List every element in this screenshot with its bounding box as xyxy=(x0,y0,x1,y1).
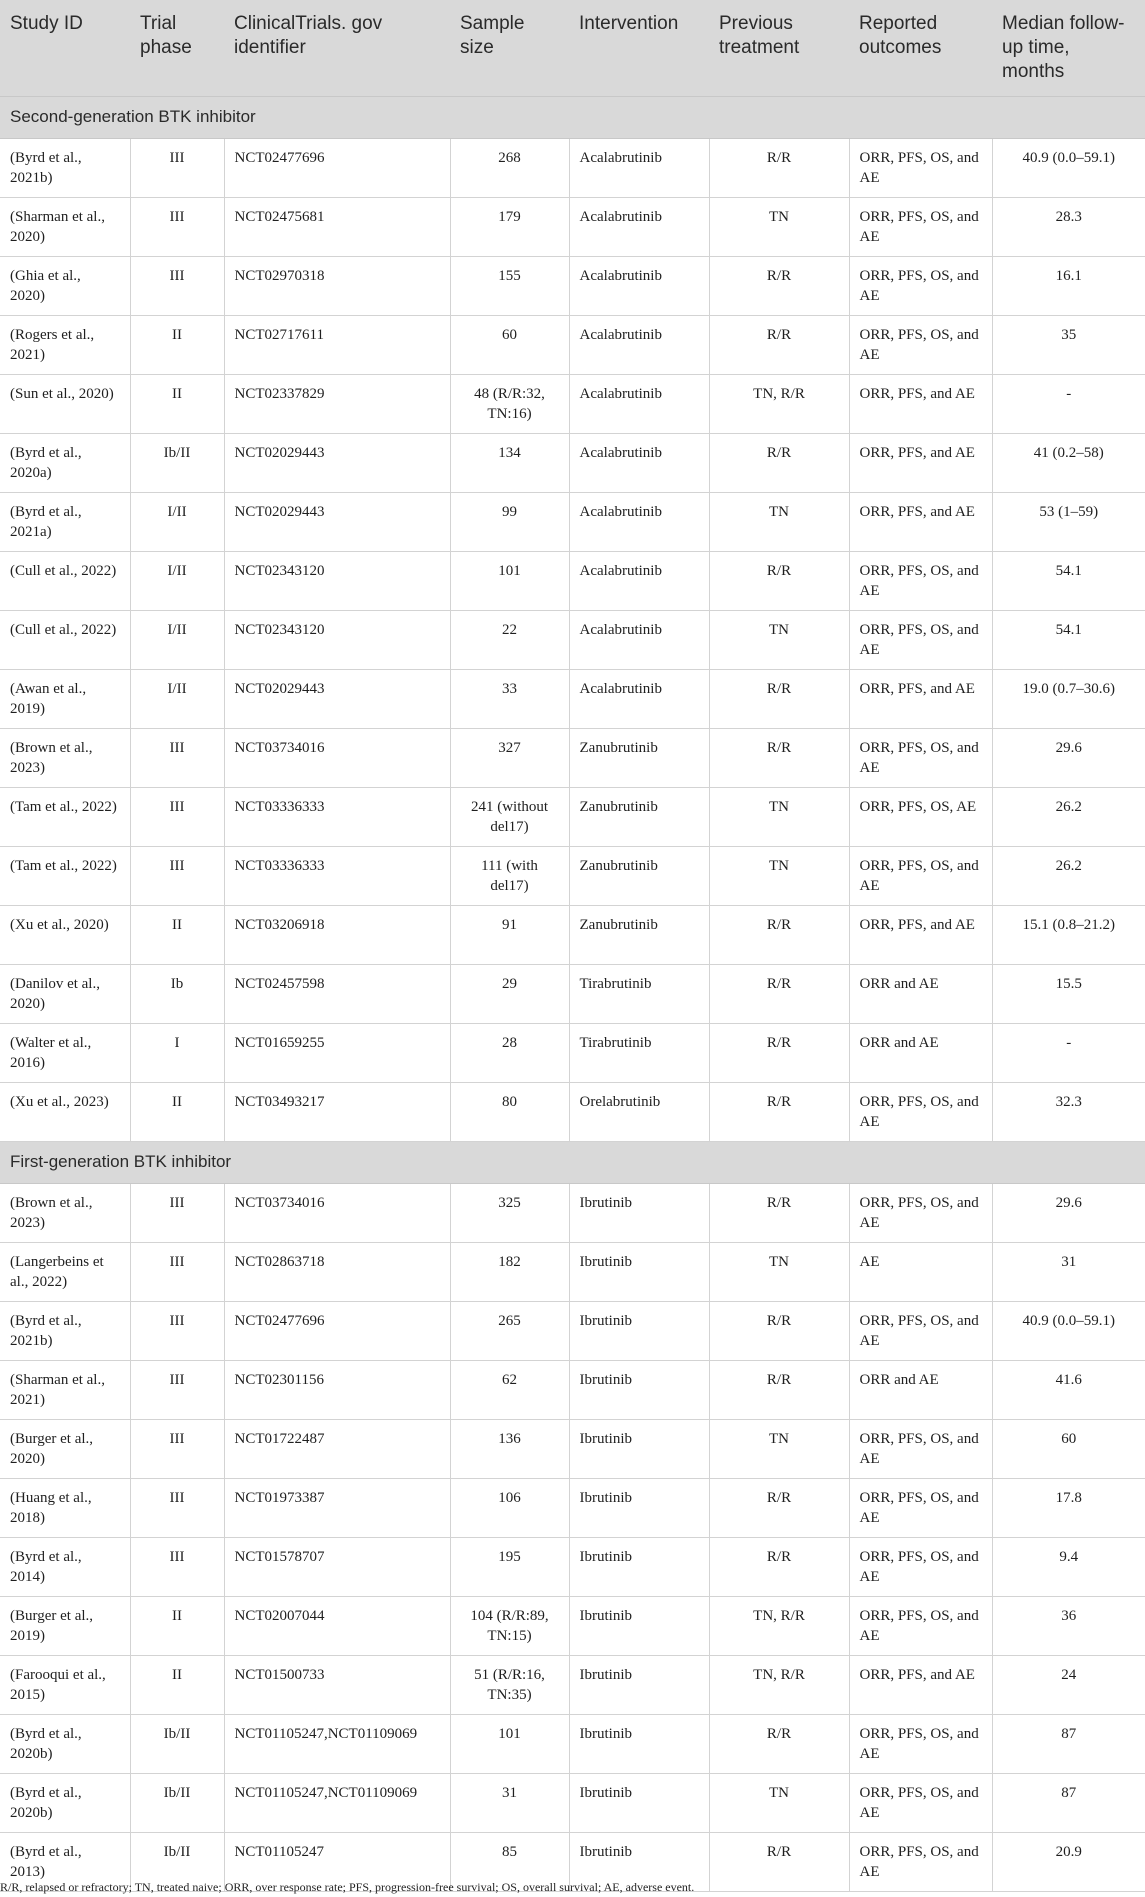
trial-phase-cell: II xyxy=(130,1655,224,1714)
table-row xyxy=(0,551,1145,610)
identifier-cell: NCT02029443 xyxy=(224,492,450,551)
sample-size-cell: 136 xyxy=(450,1419,569,1478)
sample-size-cell: 101 xyxy=(450,551,569,610)
previous-treatment-cell: TN, R/R xyxy=(709,374,849,433)
reported-outcomes-cell: ORR and AE xyxy=(849,1023,992,1082)
identifier-cell: NCT02477696 xyxy=(224,138,450,197)
sample-size-cell: 179 xyxy=(450,197,569,256)
sample-size-cell: 51 (R/R:16, TN:35) xyxy=(450,1655,569,1714)
sample-size-cell: 99 xyxy=(450,492,569,551)
col-header-previous-treatment: Previous treatment xyxy=(709,0,849,96)
table-row xyxy=(0,787,1145,846)
identifier-cell: NCT02029443 xyxy=(224,669,450,728)
identifier-cell: NCT01659255 xyxy=(224,1023,450,1082)
median-follow-up-cell: 29.6 xyxy=(992,1183,1145,1242)
intervention-cell: Ibrutinib xyxy=(569,1419,709,1478)
sample-size-cell: 325 xyxy=(450,1183,569,1242)
identifier-cell: NCT01105247 xyxy=(224,1832,450,1891)
reported-outcomes-cell: ORR, PFS, and AE xyxy=(849,433,992,492)
table-row xyxy=(0,197,1145,256)
study-id-cell: (Brown et al., 2023) xyxy=(0,1183,130,1242)
study-id-cell: (Rogers et al., 2021) xyxy=(0,315,130,374)
median-follow-up-cell: 40.9 (0.0–59.1) xyxy=(992,1301,1145,1360)
col-header-study-id: Study ID xyxy=(0,0,130,96)
trial-phase-cell: II xyxy=(130,1082,224,1141)
study-id-cell: (Byrd et al., 2013) xyxy=(0,1832,130,1891)
table-footnote: R/R, relapsed or refractory; TN, treated naive; ORR, over response rate; PFS, progression-free survival; OS, overall survival; AE, adverse event. xyxy=(0,1880,695,1894)
sample-size-cell: 241 (without del17) xyxy=(450,787,569,846)
study-id-cell: (Byrd et al., 2021b) xyxy=(0,138,130,197)
previous-treatment-cell: TN xyxy=(709,787,849,846)
table-row xyxy=(0,1301,1145,1360)
sample-size-cell: 91 xyxy=(450,905,569,964)
reported-outcomes-cell: ORR, PFS, OS, and AE xyxy=(849,1183,992,1242)
table-row xyxy=(0,1537,1145,1596)
median-follow-up-cell: 36 xyxy=(992,1596,1145,1655)
table-row xyxy=(0,669,1145,728)
table-row xyxy=(0,610,1145,669)
sample-size-cell: 134 xyxy=(450,433,569,492)
previous-treatment-cell: R/R xyxy=(709,728,849,787)
reported-outcomes-cell: ORR, PFS, and AE xyxy=(849,492,992,551)
trial-phase-cell: II xyxy=(130,1596,224,1655)
median-follow-up-cell: 54.1 xyxy=(992,610,1145,669)
identifier-cell: NCT02337829 xyxy=(224,374,450,433)
intervention-cell: Ibrutinib xyxy=(569,1773,709,1832)
sample-size-cell: 80 xyxy=(450,1082,569,1141)
reported-outcomes-cell: ORR, PFS, OS, and AE xyxy=(849,197,992,256)
reported-outcomes-cell: ORR, PFS, OS, and AE xyxy=(849,1773,992,1832)
identifier-cell: NCT01973387 xyxy=(224,1478,450,1537)
study-id-cell: (Byrd et al., 2021a) xyxy=(0,492,130,551)
study-id-cell: (Farooqui et al., 2015) xyxy=(0,1655,130,1714)
trial-phase-cell: I/II xyxy=(130,551,224,610)
median-follow-up-cell: 26.2 xyxy=(992,787,1145,846)
median-follow-up-cell: 24 xyxy=(992,1655,1145,1714)
trial-phase-cell: III xyxy=(130,1478,224,1537)
median-follow-up-cell: 60 xyxy=(992,1419,1145,1478)
reported-outcomes-cell: ORR, PFS, OS, and AE xyxy=(849,1082,992,1141)
table-row xyxy=(0,433,1145,492)
study-id-cell: (Tam et al., 2022) xyxy=(0,846,130,905)
trial-phase-cell: Ib/II xyxy=(130,1773,224,1832)
median-follow-up-cell: 53 (1–59) xyxy=(992,492,1145,551)
previous-treatment-cell: R/R xyxy=(709,433,849,492)
intervention-cell: Zanubrutinib xyxy=(569,905,709,964)
previous-treatment-cell: R/R xyxy=(709,1082,849,1141)
reported-outcomes-cell: ORR, PFS, OS, AE xyxy=(849,787,992,846)
table-row xyxy=(0,1082,1145,1141)
trial-phase-cell: III xyxy=(130,1301,224,1360)
sample-size-cell: 33 xyxy=(450,669,569,728)
intervention-cell: Ibrutinib xyxy=(569,1832,709,1891)
trial-phase-cell: III xyxy=(130,138,224,197)
study-id-cell: (Cull et al., 2022) xyxy=(0,610,130,669)
sample-size-cell: 22 xyxy=(450,610,569,669)
trial-phase-cell: I/II xyxy=(130,669,224,728)
intervention-cell: Zanubrutinib xyxy=(569,846,709,905)
median-follow-up-cell: 20.9 xyxy=(992,1832,1145,1891)
col-header-reported-outcomes: Reported outcomes xyxy=(849,0,992,96)
median-follow-up-cell: 32.3 xyxy=(992,1082,1145,1141)
sample-size-cell: 268 xyxy=(450,138,569,197)
study-id-cell: (Byrd et al., 2014) xyxy=(0,1537,130,1596)
median-follow-up-cell: - xyxy=(992,1023,1145,1082)
intervention-cell: Ibrutinib xyxy=(569,1537,709,1596)
reported-outcomes-cell: ORR, PFS, OS, and AE xyxy=(849,1596,992,1655)
sample-size-cell: 48 (R/R:32, TN:16) xyxy=(450,374,569,433)
intervention-cell: Ibrutinib xyxy=(569,1478,709,1537)
col-header-identifier: ClinicalTrials. gov identifier xyxy=(224,0,450,96)
reported-outcomes-cell: ORR, PFS, OS, and AE xyxy=(849,846,992,905)
reported-outcomes-cell: ORR, PFS, OS, and AE xyxy=(849,610,992,669)
reported-outcomes-cell: AE xyxy=(849,1242,992,1301)
study-id-cell: (Sharman et al., 2021) xyxy=(0,1360,130,1419)
study-id-cell: (Byrd et al., 2020b) xyxy=(0,1773,130,1832)
study-id-cell: (Xu et al., 2023) xyxy=(0,1082,130,1141)
sample-size-cell: 31 xyxy=(450,1773,569,1832)
study-id-cell: (Byrd et al., 2021b) xyxy=(0,1301,130,1360)
identifier-cell: NCT03336333 xyxy=(224,846,450,905)
table-row xyxy=(0,1360,1145,1419)
reported-outcomes-cell: ORR, PFS, and AE xyxy=(849,905,992,964)
col-header-trial-phase: Trial phase xyxy=(130,0,224,96)
previous-treatment-cell: TN xyxy=(709,197,849,256)
study-id-cell: (Burger et al., 2020) xyxy=(0,1419,130,1478)
reported-outcomes-cell: ORR and AE xyxy=(849,1360,992,1419)
previous-treatment-cell: TN, R/R xyxy=(709,1655,849,1714)
identifier-cell: NCT02301156 xyxy=(224,1360,450,1419)
reported-outcomes-cell: ORR, PFS, OS, and AE xyxy=(849,1419,992,1478)
study-id-cell: (Ghia et al., 2020) xyxy=(0,256,130,315)
intervention-cell: Zanubrutinib xyxy=(569,787,709,846)
sample-size-cell: 155 xyxy=(450,256,569,315)
intervention-cell: Ibrutinib xyxy=(569,1301,709,1360)
previous-treatment-cell: TN xyxy=(709,1242,849,1301)
table-row xyxy=(0,256,1145,315)
sample-size-cell: 28 xyxy=(450,1023,569,1082)
reported-outcomes-cell: ORR, PFS, OS, and AE xyxy=(849,1301,992,1360)
intervention-cell: Acalabrutinib xyxy=(569,669,709,728)
identifier-cell: NCT01105247,NCT01109069 xyxy=(224,1714,450,1773)
sample-size-cell: 106 xyxy=(450,1478,569,1537)
intervention-cell: Ibrutinib xyxy=(569,1596,709,1655)
study-id-cell: (Brown et al., 2023) xyxy=(0,728,130,787)
median-follow-up-cell: 54.1 xyxy=(992,551,1145,610)
reported-outcomes-cell: ORR, PFS, OS, and AE xyxy=(849,138,992,197)
identifier-cell: NCT02029443 xyxy=(224,433,450,492)
table-row xyxy=(0,315,1145,374)
reported-outcomes-cell: ORR, PFS, and AE xyxy=(849,374,992,433)
trial-phase-cell: II xyxy=(130,905,224,964)
identifier-cell: NCT02457598 xyxy=(224,964,450,1023)
trial-phase-cell: II xyxy=(130,374,224,433)
table-row xyxy=(0,1242,1145,1301)
intervention-cell: Ibrutinib xyxy=(569,1655,709,1714)
previous-treatment-cell: R/R xyxy=(709,1301,849,1360)
col-header-intervention: Intervention xyxy=(569,0,709,96)
trial-phase-cell: Ib xyxy=(130,964,224,1023)
sample-size-cell: 29 xyxy=(450,964,569,1023)
trial-phase-cell: III xyxy=(130,1360,224,1419)
median-follow-up-cell: 40.9 (0.0–59.1) xyxy=(992,138,1145,197)
identifier-cell: NCT01578707 xyxy=(224,1537,450,1596)
sample-size-cell: 85 xyxy=(450,1832,569,1891)
sample-size-cell: 182 xyxy=(450,1242,569,1301)
header-row xyxy=(0,0,1145,96)
trial-phase-cell: Ib/II xyxy=(130,1832,224,1891)
intervention-cell: Acalabrutinib xyxy=(569,374,709,433)
median-follow-up-cell: 17.8 xyxy=(992,1478,1145,1537)
identifier-cell: NCT01500733 xyxy=(224,1655,450,1714)
section-header-row xyxy=(0,1141,1145,1183)
intervention-cell: Tirabrutinib xyxy=(569,1023,709,1082)
intervention-cell: Acalabrutinib xyxy=(569,492,709,551)
median-follow-up-cell: 41 (0.2–58) xyxy=(992,433,1145,492)
previous-treatment-cell: R/R xyxy=(709,669,849,728)
median-follow-up-cell: 31 xyxy=(992,1242,1145,1301)
previous-treatment-cell: R/R xyxy=(709,1183,849,1242)
study-id-cell: (Huang et al., 2018) xyxy=(0,1478,130,1537)
trial-phase-cell: II xyxy=(130,315,224,374)
col-header-median-follow-up: Median follow-up time, months xyxy=(992,0,1145,96)
median-follow-up-cell: 19.0 (0.7–30.6) xyxy=(992,669,1145,728)
table-row xyxy=(0,138,1145,197)
intervention-cell: Acalabrutinib xyxy=(569,315,709,374)
reported-outcomes-cell: ORR, PFS, OS, and AE xyxy=(849,728,992,787)
reported-outcomes-cell: ORR, PFS, OS, and AE xyxy=(849,1478,992,1537)
study-id-cell: (Walter et al., 2016) xyxy=(0,1023,130,1082)
reported-outcomes-cell: ORR, PFS, OS, and AE xyxy=(849,315,992,374)
reported-outcomes-cell: ORR, PFS, OS, and AE xyxy=(849,1832,992,1891)
previous-treatment-cell: R/R xyxy=(709,1714,849,1773)
sample-size-cell: 195 xyxy=(450,1537,569,1596)
previous-treatment-cell: R/R xyxy=(709,1023,849,1082)
study-id-cell: (Awan et al., 2019) xyxy=(0,669,130,728)
previous-treatment-cell: TN xyxy=(709,846,849,905)
previous-treatment-cell: TN xyxy=(709,1419,849,1478)
median-follow-up-cell: - xyxy=(992,374,1145,433)
identifier-cell: NCT03493217 xyxy=(224,1082,450,1141)
intervention-cell: Ibrutinib xyxy=(569,1183,709,1242)
trial-phase-cell: I/II xyxy=(130,610,224,669)
identifier-cell: NCT03206918 xyxy=(224,905,450,964)
median-follow-up-cell: 15.1 (0.8–21.2) xyxy=(992,905,1145,964)
intervention-cell: Ibrutinib xyxy=(569,1714,709,1773)
table-row xyxy=(0,492,1145,551)
trial-phase-cell: III xyxy=(130,1419,224,1478)
trial-phase-cell: III xyxy=(130,1537,224,1596)
intervention-cell: Acalabrutinib xyxy=(569,197,709,256)
study-id-cell: (Byrd et al., 2020b) xyxy=(0,1714,130,1773)
sample-size-cell: 111 (with del17) xyxy=(450,846,569,905)
section-header-row xyxy=(0,96,1145,138)
table-row xyxy=(0,1183,1145,1242)
intervention-cell: Acalabrutinib xyxy=(569,433,709,492)
trial-phase-cell: Ib/II xyxy=(130,433,224,492)
identifier-cell: NCT02475681 xyxy=(224,197,450,256)
study-id-cell: (Langerbeins et al., 2022) xyxy=(0,1242,130,1301)
intervention-cell: Ibrutinib xyxy=(569,1242,709,1301)
study-id-cell: (Sun et al., 2020) xyxy=(0,374,130,433)
previous-treatment-cell: R/R xyxy=(709,1478,849,1537)
table-row xyxy=(0,374,1145,433)
median-follow-up-cell: 16.1 xyxy=(992,256,1145,315)
study-id-cell: (Danilov et al., 2020) xyxy=(0,964,130,1023)
previous-treatment-cell: R/R xyxy=(709,1360,849,1419)
section-title: Second-generation BTK inhibitor xyxy=(0,96,1145,138)
intervention-cell: Tirabrutinib xyxy=(569,964,709,1023)
median-follow-up-cell: 41.6 xyxy=(992,1360,1145,1419)
intervention-cell: Acalabrutinib xyxy=(569,551,709,610)
identifier-cell: NCT02477696 xyxy=(224,1301,450,1360)
intervention-cell: Acalabrutinib xyxy=(569,610,709,669)
previous-treatment-cell: R/R xyxy=(709,315,849,374)
identifier-cell: NCT03336333 xyxy=(224,787,450,846)
median-follow-up-cell: 28.3 xyxy=(992,197,1145,256)
study-id-cell: (Byrd et al., 2020a) xyxy=(0,433,130,492)
previous-treatment-cell: TN xyxy=(709,610,849,669)
table-body xyxy=(0,96,1145,1891)
trial-phase-cell: III xyxy=(130,1242,224,1301)
intervention-cell: Acalabrutinib xyxy=(569,256,709,315)
study-id-cell: (Cull et al., 2022) xyxy=(0,551,130,610)
identifier-cell: NCT01722487 xyxy=(224,1419,450,1478)
identifier-cell: NCT02863718 xyxy=(224,1242,450,1301)
previous-treatment-cell: TN, R/R xyxy=(709,1596,849,1655)
median-follow-up-cell: 87 xyxy=(992,1773,1145,1832)
study-id-cell: (Xu et al., 2020) xyxy=(0,905,130,964)
previous-treatment-cell: R/R xyxy=(709,1832,849,1891)
trial-phase-cell: III xyxy=(130,728,224,787)
previous-treatment-cell: R/R xyxy=(709,964,849,1023)
median-follow-up-cell: 9.4 xyxy=(992,1537,1145,1596)
table-row xyxy=(0,964,1145,1023)
table-row xyxy=(0,1714,1145,1773)
col-header-sample-size: Sample size xyxy=(450,0,569,96)
trial-phase-cell: III xyxy=(130,197,224,256)
identifier-cell: NCT02343120 xyxy=(224,551,450,610)
table-row xyxy=(0,1655,1145,1714)
table-row xyxy=(0,1596,1145,1655)
median-follow-up-cell: 87 xyxy=(992,1714,1145,1773)
median-follow-up-cell: 15.5 xyxy=(992,964,1145,1023)
identifier-cell: NCT03734016 xyxy=(224,728,450,787)
trial-phase-cell: I/II xyxy=(130,492,224,551)
sample-size-cell: 101 xyxy=(450,1714,569,1773)
study-id-cell: (Tam et al., 2022) xyxy=(0,787,130,846)
trial-phase-cell: III xyxy=(130,846,224,905)
identifier-cell: NCT02343120 xyxy=(224,610,450,669)
section-title: First-generation BTK inhibitor xyxy=(0,1141,1145,1183)
reported-outcomes-cell: ORR, PFS, OS, and AE xyxy=(849,551,992,610)
identifier-cell: NCT02007044 xyxy=(224,1596,450,1655)
identifier-cell: NCT02717611 xyxy=(224,315,450,374)
median-follow-up-cell: 26.2 xyxy=(992,846,1145,905)
previous-treatment-cell: R/R xyxy=(709,1537,849,1596)
table-row xyxy=(0,1023,1145,1082)
table-row xyxy=(0,1478,1145,1537)
study-id-cell: (Sharman et al., 2020) xyxy=(0,197,130,256)
trial-phase-cell: I xyxy=(130,1023,224,1082)
reported-outcomes-cell: ORR, PFS, OS, and AE xyxy=(849,1537,992,1596)
table-row xyxy=(0,1419,1145,1478)
intervention-cell: Orelabrutinib xyxy=(569,1082,709,1141)
intervention-cell: Ibrutinib xyxy=(569,1360,709,1419)
trial-phase-cell: III xyxy=(130,256,224,315)
trial-phase-cell: III xyxy=(130,787,224,846)
previous-treatment-cell: TN xyxy=(709,1773,849,1832)
table-row xyxy=(0,728,1145,787)
previous-treatment-cell: R/R xyxy=(709,551,849,610)
sample-size-cell: 104 (R/R:89, TN:15) xyxy=(450,1596,569,1655)
intervention-cell: Zanubrutinib xyxy=(569,728,709,787)
sample-size-cell: 60 xyxy=(450,315,569,374)
identifier-cell: NCT02970318 xyxy=(224,256,450,315)
previous-treatment-cell: TN xyxy=(709,492,849,551)
reported-outcomes-cell: ORR, PFS, OS, and AE xyxy=(849,256,992,315)
reported-outcomes-cell: ORR, PFS, and AE xyxy=(849,669,992,728)
median-follow-up-cell: 35 xyxy=(992,315,1145,374)
table-row xyxy=(0,1773,1145,1832)
trial-phase-cell: Ib/II xyxy=(130,1714,224,1773)
reported-outcomes-cell: ORR, PFS, and AE xyxy=(849,1655,992,1714)
sample-size-cell: 327 xyxy=(450,728,569,787)
reported-outcomes-cell: ORR, PFS, OS, and AE xyxy=(849,1714,992,1773)
previous-treatment-cell: R/R xyxy=(709,138,849,197)
previous-treatment-cell: R/R xyxy=(709,256,849,315)
reported-outcomes-cell: ORR and AE xyxy=(849,964,992,1023)
table-row xyxy=(0,846,1145,905)
median-follow-up-cell: 29.6 xyxy=(992,728,1145,787)
sample-size-cell: 62 xyxy=(450,1360,569,1419)
trial-phase-cell: III xyxy=(130,1183,224,1242)
identifier-cell: NCT03734016 xyxy=(224,1183,450,1242)
table-row xyxy=(0,905,1145,964)
intervention-cell: Acalabrutinib xyxy=(569,138,709,197)
study-id-cell: (Burger et al., 2019) xyxy=(0,1596,130,1655)
previous-treatment-cell: R/R xyxy=(709,905,849,964)
identifier-cell: NCT01105247,NCT01109069 xyxy=(224,1773,450,1832)
sample-size-cell: 265 xyxy=(450,1301,569,1360)
